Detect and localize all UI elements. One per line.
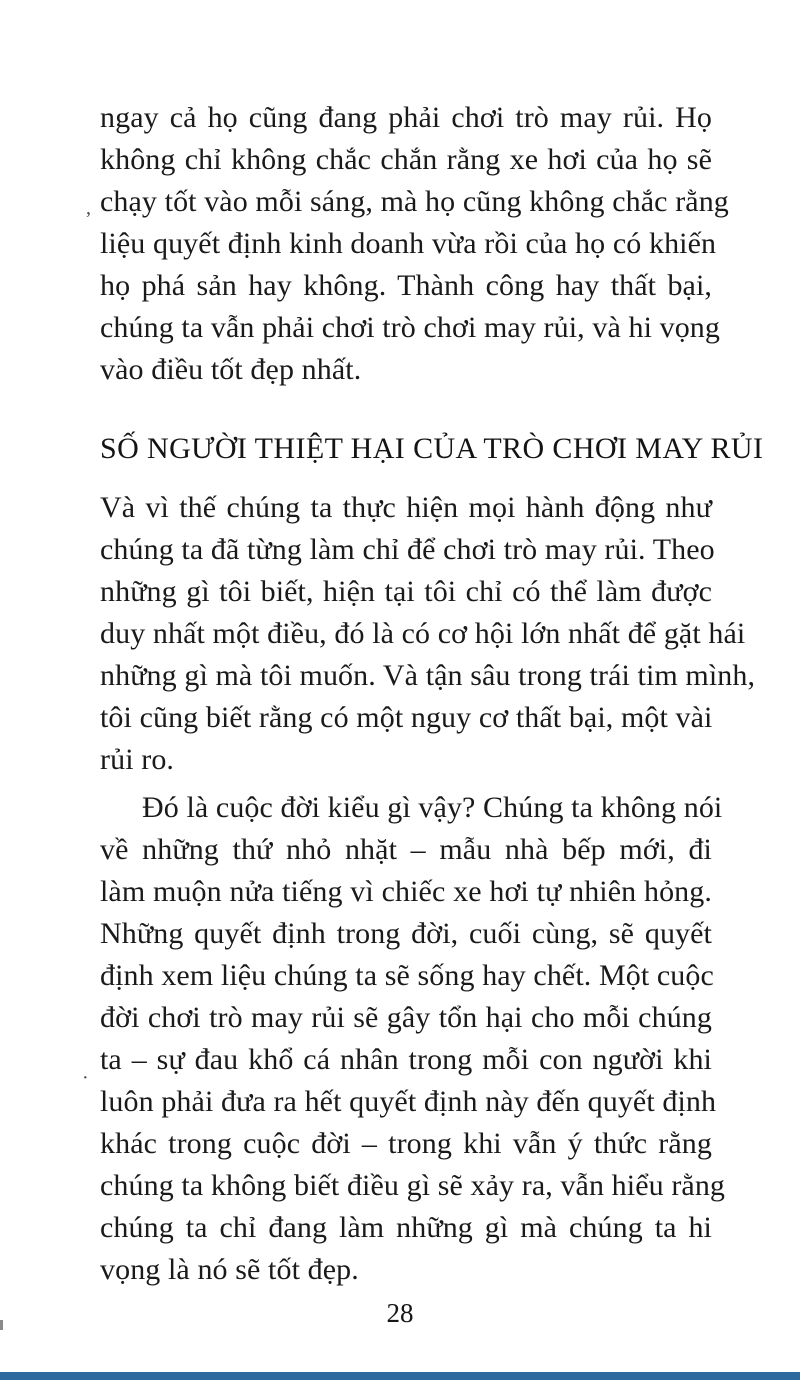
paragraph-3-line: Đó là cuộc đời kiểu gì vậy? Chúng ta không nói bbox=[142, 791, 723, 824]
paragraph-3-line: định xem liệu chúng ta sẽ sống hay chết. Một cuộc bbox=[100, 959, 714, 992]
paragraph-1-line: chạy tốt vào mỗi sáng, mà họ cũng không chắc rằng bbox=[100, 185, 729, 218]
scan-artifact-edge-tick bbox=[0, 1320, 3, 1330]
page-bottom-blue-bar bbox=[0, 1372, 800, 1380]
paragraph-3-line: vọng là nó sẽ tốt đẹp. bbox=[100, 1253, 359, 1286]
paragraph-3-line: ta – sự đau khổ cá nhân trong mỗi con người khi bbox=[100, 1043, 712, 1076]
paragraph-1-line: liệu quyết định kinh doanh vừa rồi của họ có khiến bbox=[100, 227, 717, 260]
paragraph-1-line: không chỉ không chắc chắn rằng xe hơi của họ sẽ bbox=[100, 143, 712, 176]
paragraph-3-line: chúng ta chỉ đang làm những gì mà chúng ta hi bbox=[100, 1211, 712, 1244]
paragraph-2-line: rủi ro. bbox=[100, 743, 175, 776]
paragraph-2-line: tôi cũng biết rằng có một nguy cơ thất bại, một vài bbox=[100, 701, 713, 734]
paragraph-1-line: vào điều tốt đẹp nhất. bbox=[100, 353, 362, 386]
paragraph-3-line: làm muộn nửa tiếng vì chiếc xe hơi tự nhiên hỏng. bbox=[100, 875, 712, 908]
paragraph-1-line: ngay cả họ cũng đang phải chơi trò may rủi. Họ bbox=[100, 101, 712, 134]
paragraph-2-line: những gì mà tôi muốn. Và tận sâu trong trái tim mình, bbox=[100, 659, 756, 692]
paragraph-3-line: đời chơi trò may rủi sẽ gây tổn hại cho mỗi chúng bbox=[100, 1001, 712, 1034]
section-heading: SỐ NGƯỜI THIỆT HẠI CỦA TRÒ CHƠI MAY RỦI bbox=[100, 432, 764, 465]
paragraph-2-line: duy nhất một điều, đó là có cơ hội lớn nhất để gặt hái bbox=[100, 617, 746, 650]
scan-artifact-comma: , bbox=[86, 197, 91, 219]
paragraph-3 bbox=[100, 787, 726, 1291]
paragraph-3-line: luôn phải đưa ra hết quyết định này đến quyết định bbox=[100, 1085, 717, 1118]
paragraph-3-line: Những quyết định trong đời, cuối cùng, sẽ quyết bbox=[100, 917, 712, 950]
paragraph-2-line: những gì tôi biết, hiện tại tôi chỉ có thể làm được bbox=[100, 575, 712, 608]
paragraph-1-line: chúng ta vẫn phải chơi trò chơi may rủi, và hi vọng bbox=[100, 311, 721, 344]
page-number: 28 bbox=[386, 1298, 414, 1328]
paragraph-1-line: họ phá sản hay không. Thành công hay thất bại, bbox=[100, 269, 712, 302]
paragraph-3-line: về những thứ nhỏ nhặt – mẫu nhà bếp mới, đi bbox=[100, 833, 712, 866]
paragraph-3-line: khác trong cuộc đời – trong khi vẫn ý thức rằng bbox=[100, 1127, 712, 1160]
scan-artifact-dot: · bbox=[82, 1067, 89, 1089]
paragraph-3-line: chúng ta không biết điều gì sẽ xảy ra, vẫn hiểu rằng bbox=[100, 1169, 726, 1202]
paragraph-2-line: chúng ta đã từng làm chỉ để chơi trò may rủi. Theo bbox=[100, 533, 715, 566]
paragraph-2 bbox=[100, 487, 756, 781]
paragraph-1 bbox=[100, 97, 729, 391]
paragraph-2-line: Và vì thế chúng ta thực hiện mọi hành động như bbox=[100, 491, 712, 524]
